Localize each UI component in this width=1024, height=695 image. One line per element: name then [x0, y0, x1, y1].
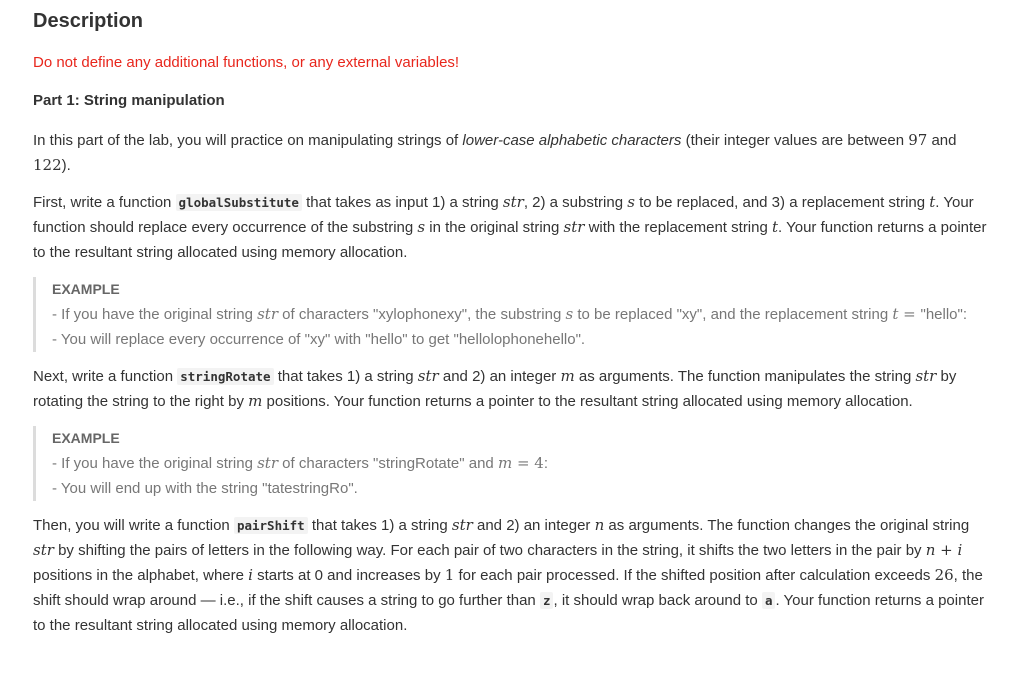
pair-shift-paragraph: Then, you will write a function pairShift that takes 1) a string str and 2) an integer n as arguments. The function changes the original string str by shifting the pairs of letters in the following way. For each pair of two characters in the string, it shifts the two letters in the pair by n + i positions in the alphabet, where i starts at 0 and increases by 1 for each pair processed. If the shifted position after calculation exceeds 26, the shift should wrap around — i.e., if the shift causes a string to go further than z , it should wrap back around to a . Your function returns a pointer to the resultant string allocated using memory allocation.: [33, 516, 984, 634]
global-substitute-paragraph: First, write a function globalSubstitute that takes as input 1) a string str, 2) a substring s to be replaced, and 3) a replacement string t. Your function should replace every occurrence of the substring s in the original string str with the replacement string t. Your function returns a pointer to the resultant string allocated using memory allocation.: [33, 193, 987, 261]
code-string-rotate: stringRotate: [177, 368, 273, 385]
code-z: z: [540, 592, 554, 609]
page-title: Description: [33, 10, 144, 32]
example-block-2: [33, 426, 991, 501]
emphasis-text: lower-case alphabetic characters: [462, 132, 682, 149]
example-line: - You will replace every occurrence of "xy" with "hello" to get "hellolophonehello".: [52, 331, 586, 348]
code-a: a: [762, 592, 776, 609]
example-title: EXAMPLE: [52, 281, 120, 297]
code-global-substitute: globalSubstitute: [176, 194, 302, 211]
example-line: - If you have the original string str of characters "stringRotate" and m = 4:: [52, 454, 549, 472]
example-block-1: [33, 277, 991, 352]
example-line: - You will end up with the string "tatestringRo".: [52, 480, 358, 497]
string-rotate-paragraph: Next, write a function stringRotate that takes 1) a string str and 2) an integer m as arguments. The function manipulates the string str by rotating the string to the right by m positions. Your function returns a pointer to the resultant string allocated using memory allocation.: [33, 367, 957, 410]
warning-text: Do not define any additional functions, or any external variables!: [33, 54, 460, 71]
code-pair-shift: pairShift: [234, 517, 308, 534]
part1-heading: Part 1: String manipulation: [33, 92, 225, 109]
intro-paragraph: In this part of the lab, you will practice on manipulating strings of lower-case alphabetic characters (their integer values are between 97 and 122).: [33, 131, 957, 174]
example-line: - If you have the original string str of characters "xylophonexy", the substring s to be replaced "xy", and the replacement string t = "hello":: [52, 305, 968, 323]
example-title: EXAMPLE: [52, 430, 120, 446]
